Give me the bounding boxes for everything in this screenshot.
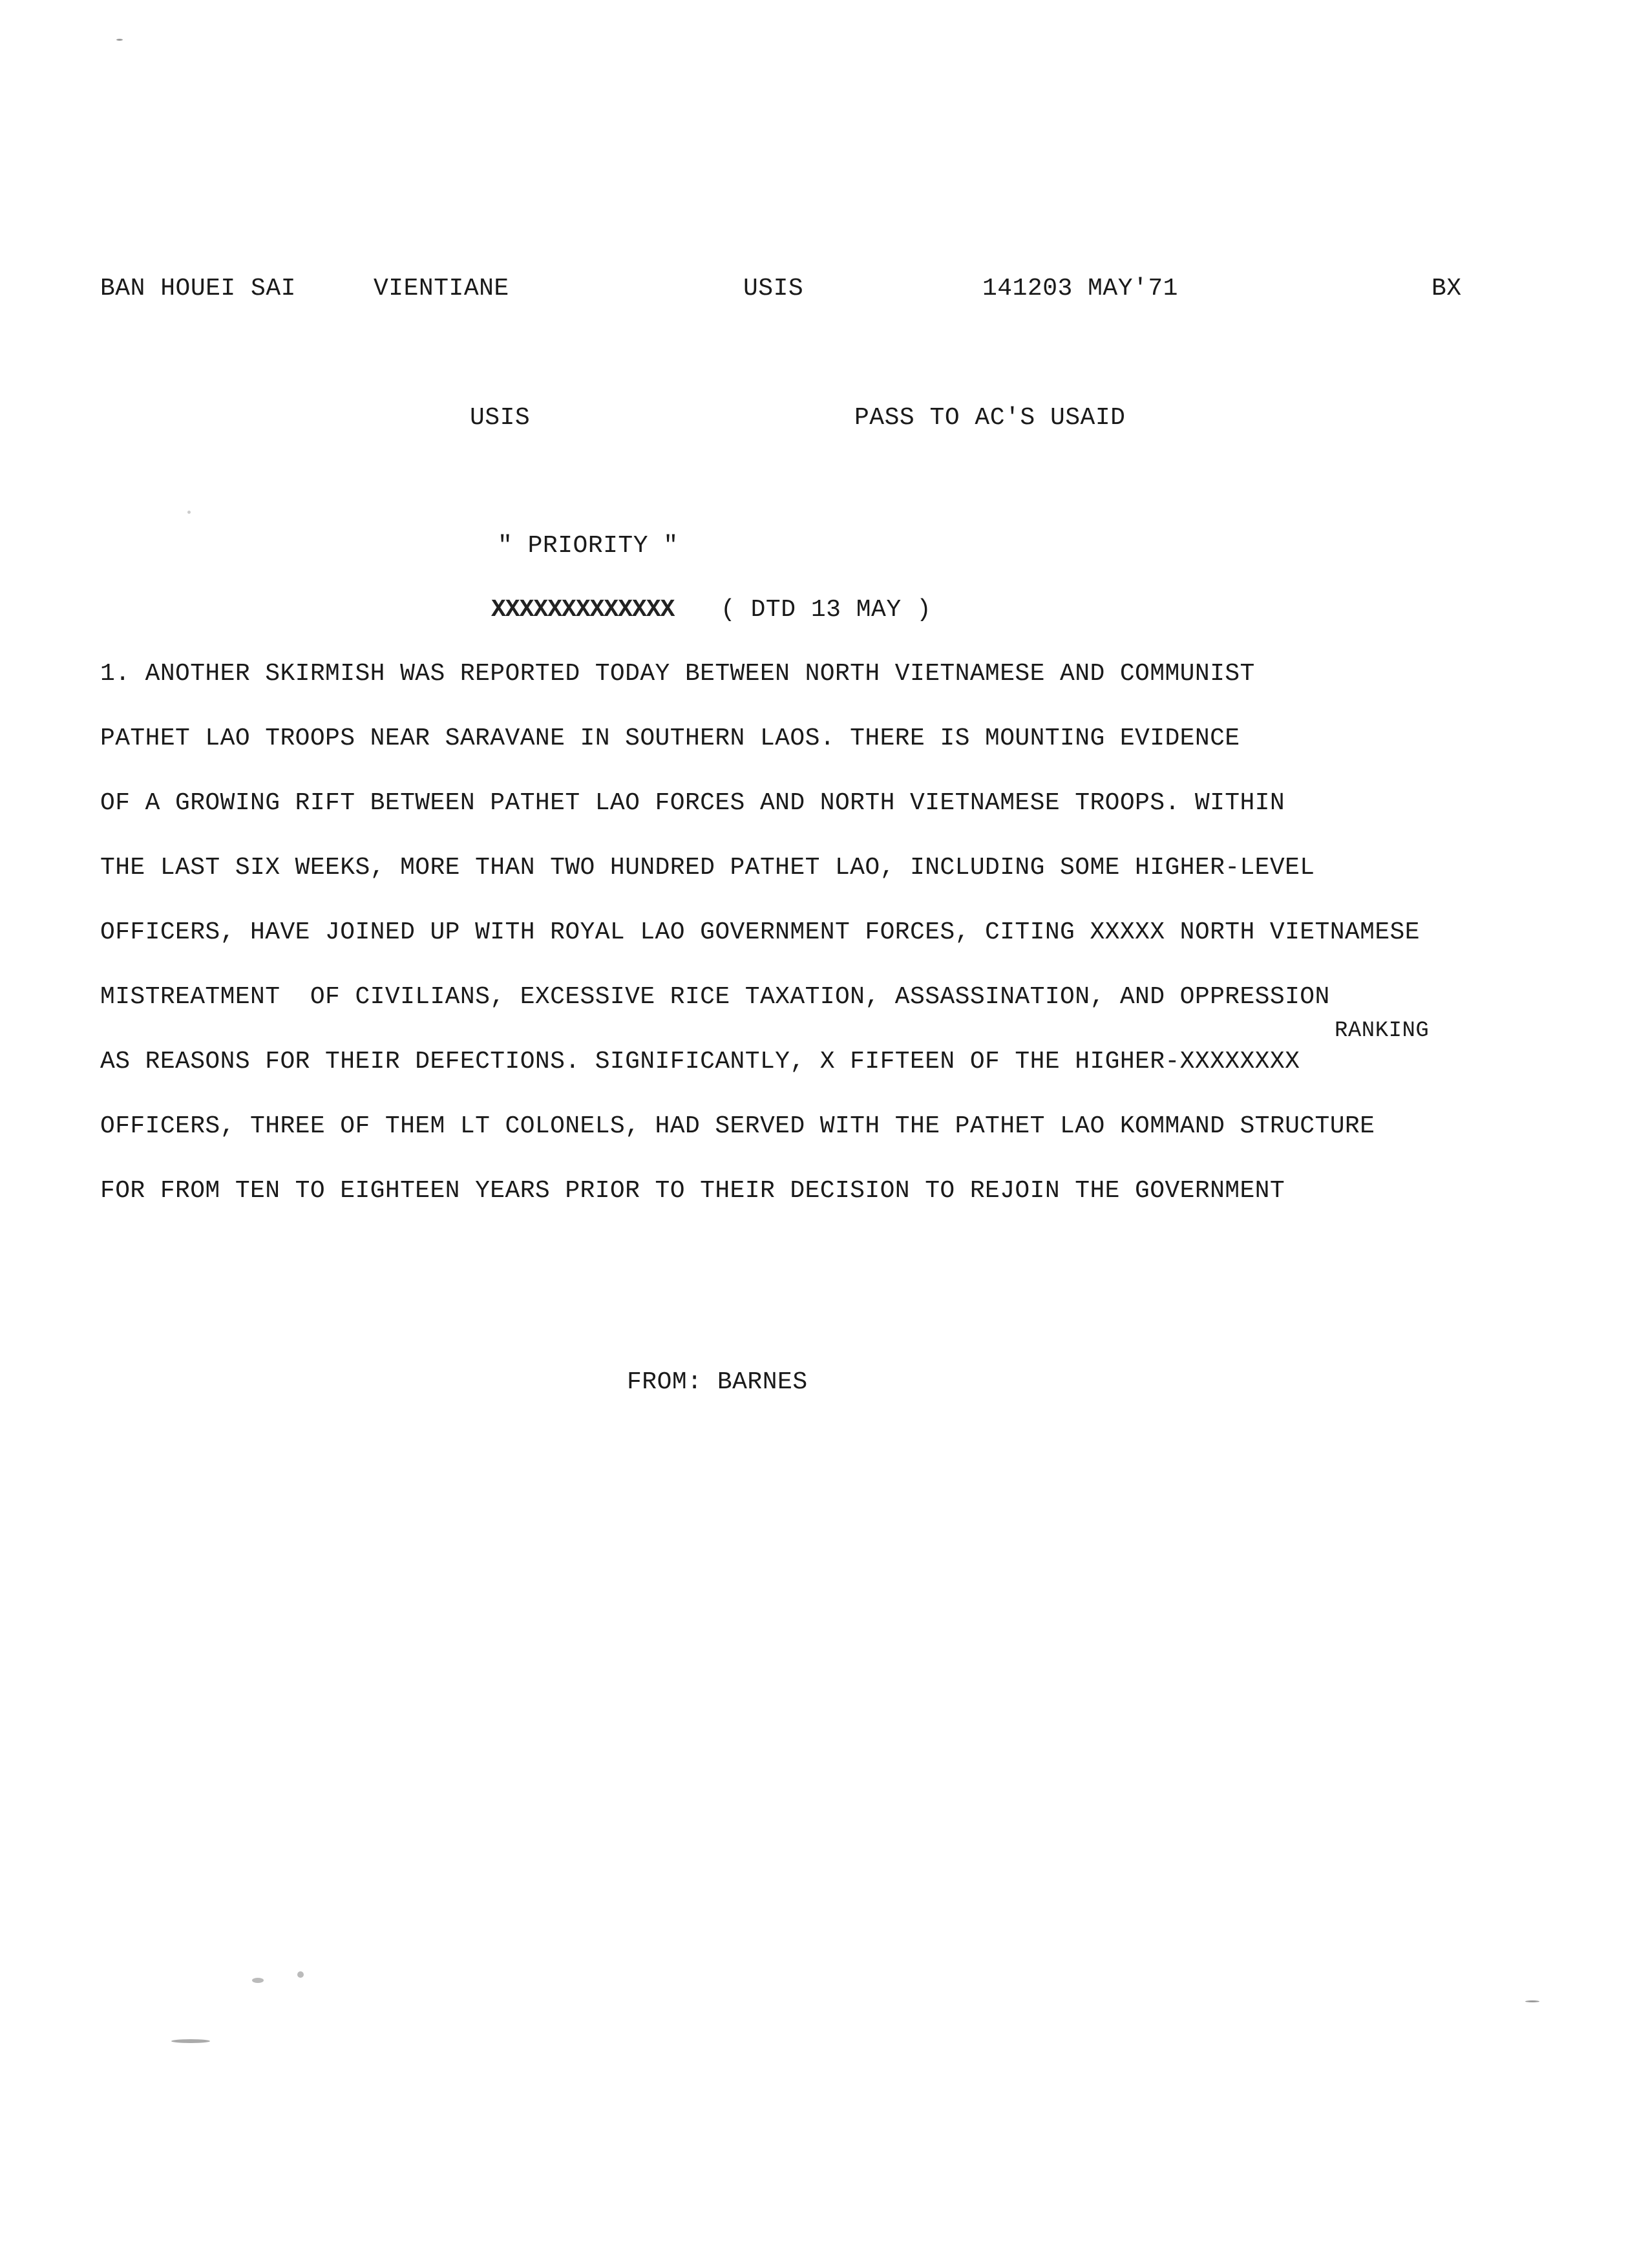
- body-line-2: PATHET LAO TROOPS NEAR SARAVANE IN SOUTHERN LAOS. THERE IS MOUNTING EVIDENCE: [100, 725, 1240, 752]
- scan-smudge: [297, 1971, 304, 1978]
- body-line-3: OF A GROWING RIFT BETWEEN PATHET LAO FORCES AND NORTH VIETNAMESE TROOPS. WITHIN: [100, 789, 1285, 817]
- body-line-7: AS REASONS FOR THEIR DEFECTIONS. SIGNIFICANTLY, X FIFTEEN OF THE HIGHER-XXXXXXXX: [100, 1048, 1300, 1076]
- scan-smudge: [171, 2039, 210, 2043]
- scan-speck: [187, 511, 191, 514]
- body-line-8: OFFICERS, THREE OF THEM LT COLONELS, HAD SERVED WITH THE PATHET LAO KOMMAND STRUCTURE: [100, 1112, 1375, 1140]
- body-line-1: 1. ANOTHER SKIRMISH WAS REPORTED TODAY BETWEEN NORTH VIETNAMESE AND COMMUNIST: [100, 660, 1255, 688]
- scan-smudge: [252, 1978, 264, 1983]
- routing-to: USIS: [470, 404, 531, 432]
- body-line-9: FOR FROM TEN TO EIGHTEEN YEARS PRIOR TO THEIR DECISION TO REJOIN THE GOVERNMENT: [100, 1177, 1285, 1205]
- scan-speck: [1525, 2000, 1539, 2002]
- routing-instruction: PASS TO AC'S USAID: [854, 404, 1126, 432]
- destination-city: VIENTIANE: [374, 275, 509, 302]
- priority-marking: " PRIORITY ": [498, 532, 679, 560]
- handling-code: BX: [1431, 275, 1462, 302]
- scan-speck: [116, 39, 123, 41]
- body-line-6: MISTREATMENT OF CIVILIANS, EXCESSIVE RICE TAXATION, ASSASSINATION, AND OPPRESSION: [100, 983, 1330, 1011]
- struck-out-text: XXXXXXXXXXXXX: [491, 596, 675, 624]
- body-line-5: OFFICERS, HAVE JOINED UP WITH ROYAL LAO GOVERNMENT FORCES, CITING XXXXX NORTH VIETNAMESE: [100, 918, 1420, 946]
- signature-line: FROM: BARNES: [627, 1368, 808, 1396]
- body-line-4: THE LAST SIX WEEKS, MORE THAN TWO HUNDRED PATHET LAO, INCLUDING SOME HIGHER-LEVEL: [100, 854, 1315, 882]
- dated-line: ( DTD 13 MAY ): [721, 596, 932, 624]
- handwritten-insertion: RANKING: [1335, 1019, 1430, 1043]
- origin-station: BAN HOUEI SAI: [100, 275, 296, 302]
- date-time-group: 141203 MAY'71: [982, 275, 1178, 302]
- agency-code: USIS: [743, 275, 804, 302]
